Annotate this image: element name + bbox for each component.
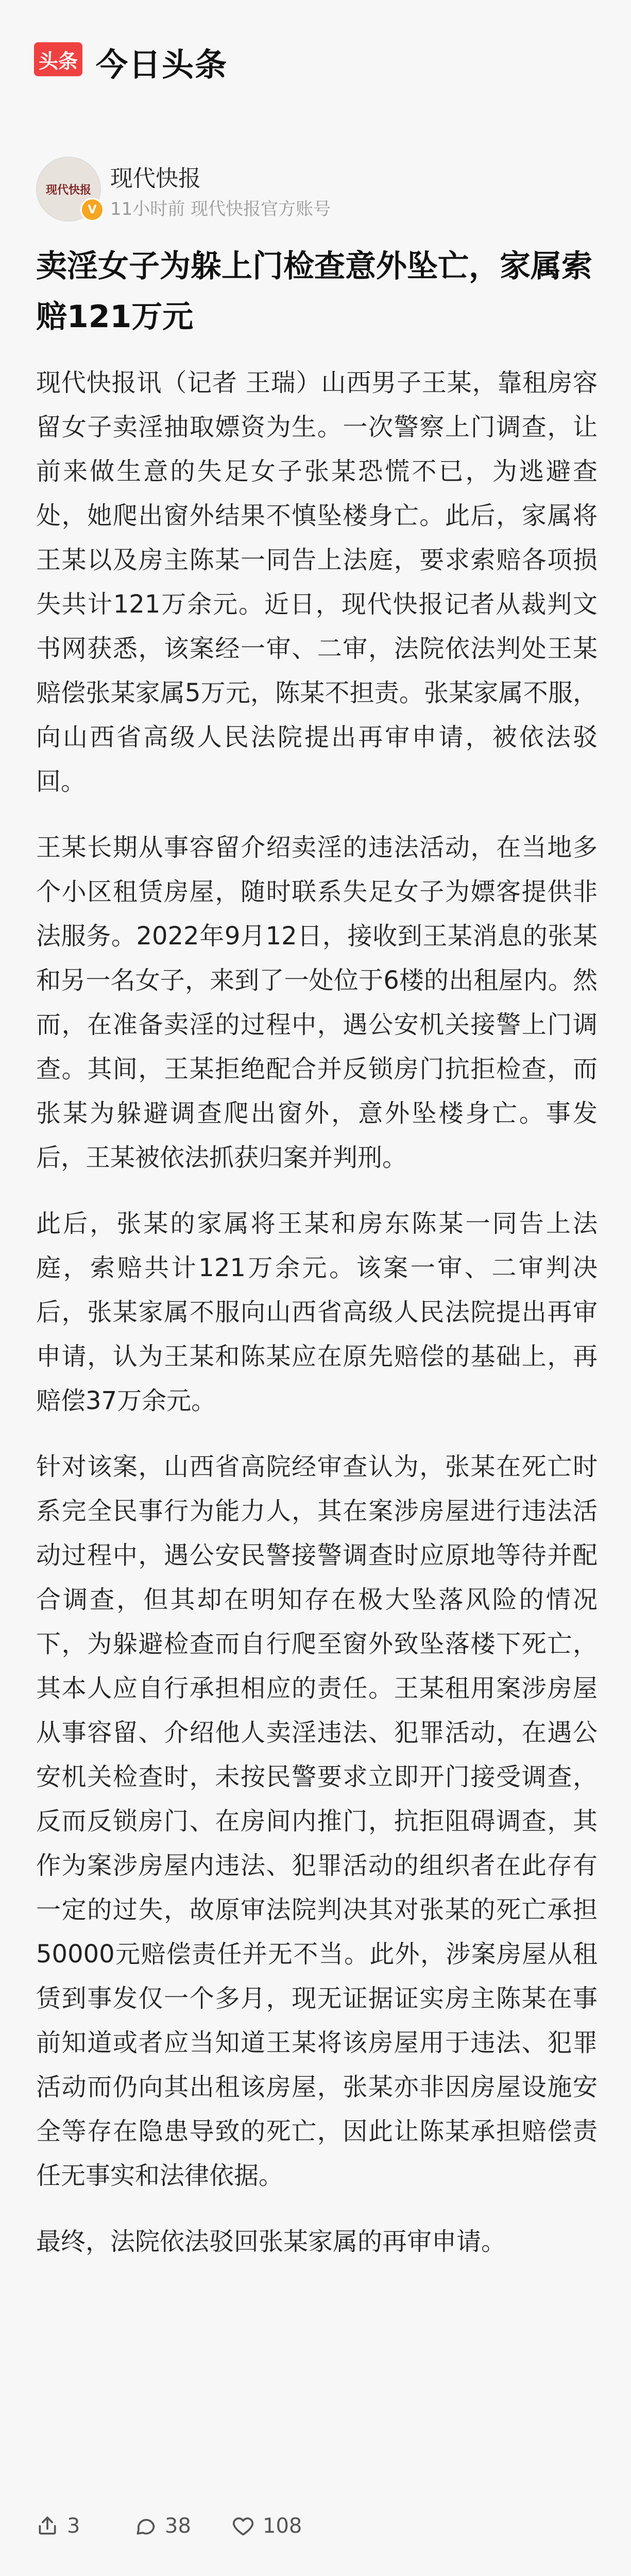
- action-bar: [36, 2514, 598, 2550]
- like-count: 108: [263, 2514, 302, 2538]
- app-header: [0, 0, 631, 118]
- article-title: 卖淫女子为躲上门检查意外坠亡，家属索赔121万元: [36, 248, 592, 335]
- article-paragraph: 此后，张某的家属将王某和房东陈某一同告上法庭，索赔共计121万余元。该案一审、二审判决后，张某家属不服向山西省高级人民法院提出再审申请，认为王某和陈某应在原先赔偿的基础上，再赔偿37万余元。: [36, 1209, 598, 1415]
- article-paragraph: 最终，法院依法驳回张某家属的再审申请。: [36, 2227, 506, 2256]
- avatar-text: 现代快报: [45, 183, 91, 197]
- author-meta: 11小时前 现代快报官方账号: [110, 199, 331, 219]
- article-paragraph: 现代快报讯（记者 王瑞）山西男子王某，靠租房容留女子卖淫抽取嫖资为生。一次警察上门调查，让前来做生意的失足女子张某恐慌不已，为逃避查处，她爬出窗外结果不慎坠楼身亡。此后，家属将王某以及房主陈某一同告上法庭，要求索赔各项损失共计121万余元。近日，现代快报记者从裁判文书网获悉，该案经一审、二审，法院依法判处王某赔偿张某家属5万元，陈某不担责。张某家属不服，向山西省高级人民法院提出再审申请，被依法驳回。: [36, 368, 598, 796]
- like-button[interactable]: [232, 2514, 302, 2538]
- verified-badge-text: V: [88, 203, 97, 216]
- article-body: [36, 361, 598, 2285]
- app-name: 今日头条: [96, 46, 228, 83]
- share-icon: [36, 2515, 59, 2537]
- verified-badge-icon: [80, 198, 104, 222]
- comment-icon: [134, 2515, 157, 2537]
- author-row[interactable]: [36, 152, 603, 225]
- like-icon: [232, 2515, 254, 2537]
- toutiao-logo: [34, 42, 82, 76]
- comment-button[interactable]: [134, 2514, 191, 2538]
- share-count: 3: [67, 2514, 80, 2538]
- article-paragraph: 王某长期从事容留介绍卖淫的违法活动，在当地多个小区租赁房屋，随时联系失足女子为嫖客提供非法服务。2022年9月12日，接收到王某消息的张某和另一名女子，来到了一处位于6楼的出租屋内。然而，在准备卖淫的过程中，遇公安机关接警上门调查。其间，王某拒绝配合并反锁房门抗拒检查，而张某为躲避调查爬出窗外，意外坠楼身亡。事发后，王某被依法抓获归案并判刑。: [36, 833, 598, 1172]
- share-button[interactable]: [36, 2514, 80, 2538]
- logo-text: 头条: [38, 49, 78, 73]
- author-name[interactable]: 现代快报: [110, 165, 201, 192]
- comment-count: 38: [165, 2514, 191, 2538]
- article-paragraph: 针对该案，山西省高院经审查认为，张某在死亡时系完全民事行为能力人，其在案涉房屋进行违法活动过程中，遇公安民警接警调查时应原地等待并配合调查，但其却在明知存在极大坠落风险的情况下，为躲避检查而自行爬至窗外致坠落楼下死亡，其本人应自行承担相应的责任。王某租用案涉房屋从事容留、介绍他人卖淫违法、犯罪活动，在遇公安机关检查时，未按民警要求立即开门接受调查，反而反锁房门、在房间内推门，抗拒阻碍调查，其作为案涉房屋内违法、犯罪活动的组织者在此存有一定的过失，故原审法院判决其对张某的死亡承担50000元赔偿责任并无不当。此外，涉案房屋从租赁到事发仅一个多月，现无证据证实房主陈某在事前知道或者应当知道王某将该房屋用于违法、犯罪活动而仍向其出租该房屋，张某亦非因房屋设施安全等存在隐患导致的死亡，因此让陈某承担赔偿责任无事实和法律依据。: [36, 1452, 598, 2190]
